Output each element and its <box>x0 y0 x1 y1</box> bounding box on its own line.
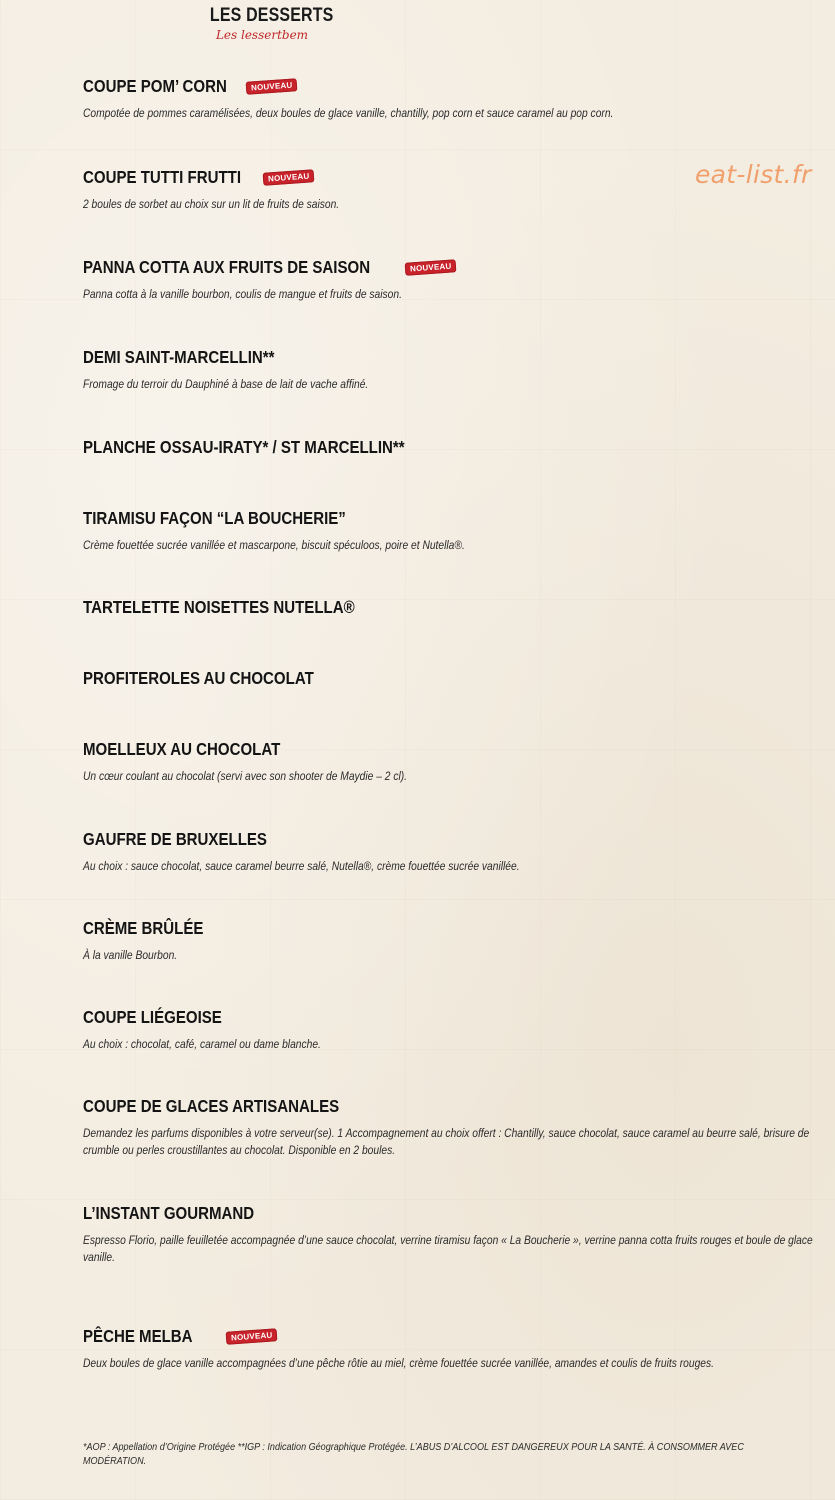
new-badge: NOUVEAU <box>226 1328 278 1345</box>
new-badge: NOUVEAU <box>246 78 298 95</box>
item-description: Compotée de pommes caramélisées, deux boules de glace vanille, chantilly, pop corn et sauce caramel au pop corn. <box>83 106 614 120</box>
page-subtitle: Les lessertbem <box>215 28 309 42</box>
menu-item-planche-ossau-iraty <box>83 435 818 459</box>
menu-item-profiteroles <box>83 666 818 690</box>
item-name: TARTELETTE NOISETTES NUTELLA® <box>83 596 355 617</box>
item-description: Au choix : sauce chocolat, sauce caramel beurre salé, Nutella®, crème fouettée sucrée vanillée. <box>83 859 520 873</box>
item-name: PÊCHE MELBA <box>83 1325 193 1346</box>
page-title: LES DESSERTS <box>209 5 334 26</box>
menu-item-coupe-glaces <box>83 1094 818 1159</box>
item-name: MOELLEUX AU CHOCOLAT <box>83 738 281 759</box>
item-name: GAUFRE DE BRUXELLES <box>83 828 267 849</box>
menu-item-panna-cotta <box>83 255 818 303</box>
item-description: Crème fouettée sucrée vanillée et mascarpone, biscuit spéculoos, poire et Nutella®. <box>83 538 465 552</box>
menu-item-tiramisu <box>83 506 818 554</box>
item-description: Au choix : chocolat, café, caramel ou dame blanche. <box>83 1037 321 1051</box>
item-description: 2 boules de sorbet au choix sur un lit de fruits de saison. <box>83 197 340 211</box>
menu-item-coupe-pom-corn <box>83 74 818 122</box>
item-name: L’INSTANT GOURMAND <box>83 1202 255 1223</box>
menu-item-creme-brulee <box>83 916 818 964</box>
item-description: À la vanille Bourbon. <box>83 948 178 962</box>
legal-footnote: *AOP : Appellation d’Origine Protégée **IGP : Indication Géographique Protégée. L’ABUS D’ALCOOL EST DANGEREUX POUR LA SANTÉ. À CONSOMMER AVEC MODÉRATION. <box>83 1442 744 1467</box>
menu-item-instant-gourmand <box>83 1201 818 1266</box>
item-name: COUPE LIÉGEOISE <box>83 1006 222 1027</box>
watermark: eat-list.fr <box>695 160 812 189</box>
menu-item-coupe-liegeoise <box>83 1005 818 1053</box>
menu-item-moelleux <box>83 737 818 785</box>
menu-header <box>200 5 334 42</box>
menu-item-peche-melba <box>83 1324 818 1372</box>
item-name: PROFITEROLES AU CHOCOLAT <box>83 667 314 688</box>
item-description: Un cœur coulant au chocolat (servi avec son shooter de Maydie – 2 cl). <box>83 769 408 783</box>
item-name: PLANCHE OSSAU-IRATY* / ST MARCELLIN** <box>83 436 405 457</box>
new-badge: NOUVEAU <box>404 259 456 276</box>
item-name: TIRAMISU FAÇON “LA BOUCHERIE” <box>83 507 346 528</box>
item-description: Espresso Florio, paille feuilletée accompagnée d’une sauce chocolat, verrine tiramisu façon « La Boucherie », verrine panna cotta fruits rouges et boule de glace vanille. <box>83 1233 813 1264</box>
item-description: Deux boules de glace vanille accompagnées d’une pêche rôtie au miel, crème fouettée sucrée vanillée, amandes et coulis de fruits rouges. <box>83 1356 714 1370</box>
item-name: CRÈME BRÛLÉE <box>83 917 204 938</box>
menu-item-tartelette-noisettes <box>83 595 818 619</box>
item-description: Panna cotta à la vanille bourbon, coulis de mangue et fruits de saison. <box>83 287 402 301</box>
menu-item-gaufre <box>83 827 818 875</box>
new-badge: NOUVEAU <box>262 169 314 186</box>
item-name: COUPE TUTTI FRUTTI <box>83 166 242 187</box>
menu-item-coupe-tutti-frutti <box>83 165 818 213</box>
menu-item-demi-saint-marcellin <box>83 345 818 393</box>
item-name: PANNA COTTA AUX FRUITS DE SAISON <box>83 256 371 277</box>
item-name: DEMI SAINT-MARCELLIN** <box>83 346 275 367</box>
item-description: Fromage du terroir du Dauphiné à base de lait de vache affiné. <box>83 377 369 391</box>
item-name: COUPE POM’ CORN <box>83 75 227 96</box>
item-description: Demandez les parfums disponibles à votre serveur(se). 1 Accompagnement au choix offert : Chantilly, sauce chocolat, sauce caramel au beurre salé, brisure de crumble ou perles croustillantes au chocolat. Disponible en 2 boules. <box>83 1126 810 1157</box>
item-name: COUPE DE GLACES ARTISANALES <box>83 1095 340 1116</box>
